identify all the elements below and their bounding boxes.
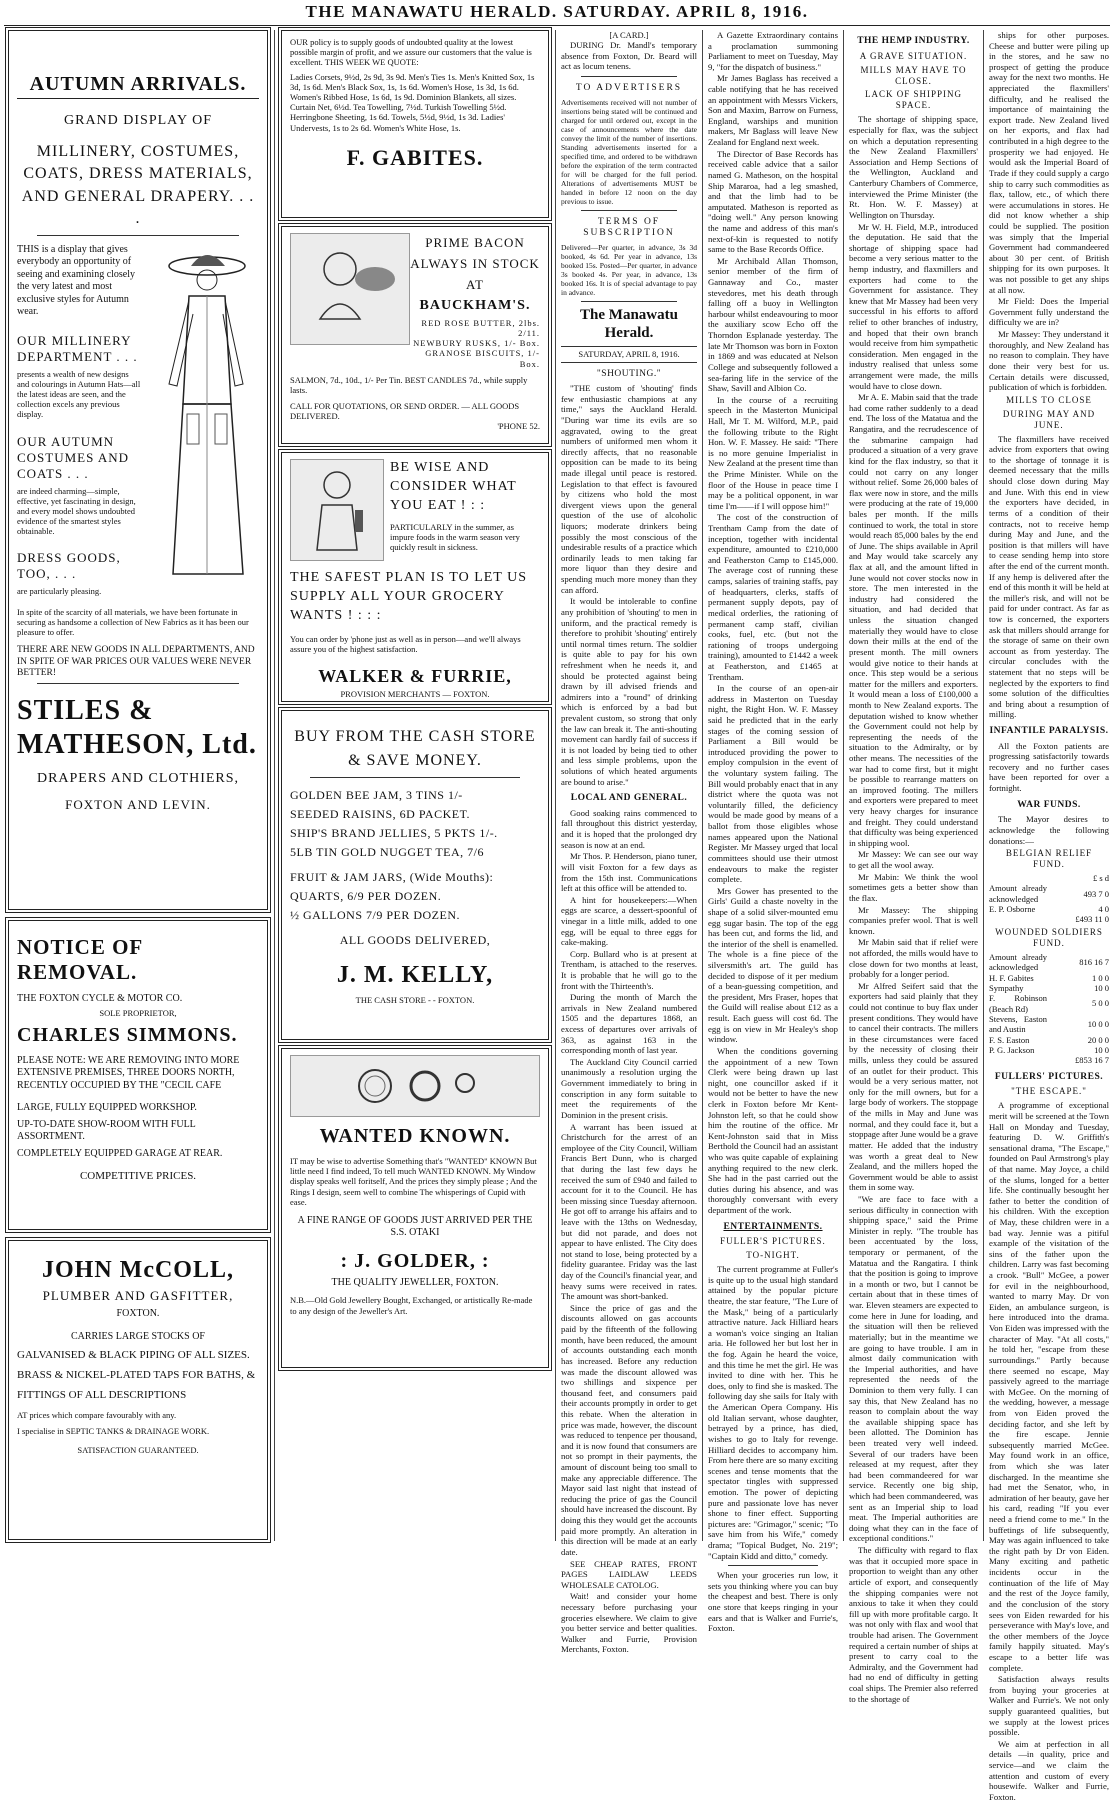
masthead: THE MANAWATU HERALD. SATURDAY. APRIL 8, 1916. xyxy=(305,2,809,21)
hemp-para: The difficulty with regard to flax was that it occupied more space in proportion to weight than any other article of export, and consequently the shipping companies were not anxious to take it when they could fill up with more profitable cargo. It was not only with flax and wool that trouble had arisen. The Government required a certain number of ships at present to carry coal to the Admiralty, and the Government had had no end of difficulty in getting coal ships. The Premier also referred to the shortage of xyxy=(849,1545,978,1704)
local-para: Wait! and consider your home necessary before purchasing your groceries elsewhere. We claim to give you better service and better qualities. Walker and Furrie, Provision Merchants, Foxton. xyxy=(561,1591,697,1655)
paper-date: SATURDAY, APRIL 8, 1916. xyxy=(561,346,697,362)
mccoll-name: JOHN McCOLL, xyxy=(42,1257,234,1283)
gabites-intro: OUR policy is to supply goods of undoubted quality at the lowest possible margin of profit, and we assure our customers that the value is excellent. THIS WEEK WE QUOTE: xyxy=(290,37,532,68)
local-para: SEE CHEAP RATES, FRONT PAGES LAIDLAW LEEDS WHOLESALE CATOLOG. xyxy=(561,1558,697,1590)
table-row: £853 16 7 xyxy=(1075,1055,1109,1066)
mccoll-prices: AT prices which compare favourably with any. xyxy=(17,1410,177,1421)
hemp-para: Mr Massey: The shipping companies prefer wool. That is well known. xyxy=(849,904,978,936)
wounded-fund-table xyxy=(989,952,1109,1066)
local-para: Since the price of gas and the discounts allowed on gas accounts paid by the fifteenth of the following month, have been reduced, the amount of accounts outstanding each month has increased. Before any reduction was made the discount allowed was two shillings and sixpence per thousand feet, and consumers paid their accounts promptly in order to get this rebate. When the alteration in price was made, however, the discount was reduced to tenpence per thousand, and it is now found that consumers are not so prompt in their payments, the amount of discount being too small to make any appreciable difference. The Mayor said last night that instead of reducing the price of gas the Council should have increased the discount. By doing this they would get the accounts paid more promptly. An alteration in this direction will be made at an early date. xyxy=(561,1302,697,1557)
mccoll-trade: PLUMBER AND GASFITTER, xyxy=(42,1288,234,1303)
scarcity-text: In spite of the scarcity of all materials, we have been fortunate in securing as handsome a collection of New Fabrics as it has been our pleasure to offer. xyxy=(17,606,249,637)
cash-store-heading: BUY FROM THE CASH STORE & SAVE MONEY. xyxy=(294,728,536,769)
bauckham-name: BAUCKHAM'S. xyxy=(419,298,531,314)
fullers-sub: TO-NIGHT. xyxy=(746,1250,800,1261)
fullers-heading: FULLER'S PICTURES. xyxy=(720,1236,826,1247)
hemp-para: "We are face to face with a serious difficulty in connection with shipping space," said the Prime Minister in reply. "The trouble has been accentuated by the loss, temporary or permanent, of the Matatua and the Rangatira. I think that the position is going to improve in a month or two, but I cannot be certain about that in these times of war. Eleven steamers are expected to come here in June for loading, and the situation will then be relieved materially; but in the meantime we are going to have trouble. I am in almost daily communication with the Imperial authorities, and have represented the needs of the Dominion to them very fully. I can say this, that New Zealand has no reason to complain about the way the available shipping space has been allotted. The Dominion has been treated very well indeed. Several of our traders have been released at my request, after they had been commandeered for war service. Recently one big ship, which had been commandeered, was sent as an Imperial ship to load meat. The Imperial authorities are doing what they can in the face of exceptional conditions." xyxy=(849,1193,978,1544)
fullers-text: The current programme at Fuller's is quite up to the usual high standard attained by the popular picture theatre, the star feature, "The Lure of the Mask," being of a particularly attractive nature. Jack Hilliard hears a woman's voice singing an Italian aria. He followed her but lost her in the fog. Again he heard the voice, and this time he met the girl. He was invited to dine with her. This he does, only to find she is masked. The following day she sails for Italy with the American Opera Company. His old Italian servant, whose daughter, betrayed by a prince, has died, wishes to go to Italy for revenge. Hilliard decides to accompany him. From here there are so many exciting scenes and tense moments that the spectator tingles with suppressed emotion. The power of depicting pure and passionate love has never shone to finer effect. Supporting pictures are: "Grimagor," scenic; "To save him from his Wife," comedy drama; "Topical Budget, No. 219"; "Captain Kidd and ditto," comedy. xyxy=(708,1264,838,1561)
golder-range: A FINE RANGE OF GOODS JUST ARRIVED PER THE S.S. OTAKI xyxy=(297,1214,533,1239)
dress-goods-text: are particularly pleasing. xyxy=(17,586,102,597)
removal-workshop: LARGE, FULLY EQUIPPED WORKSHOP. xyxy=(17,1102,197,1114)
millinery-line: MILLINERY, COSTUMES, COATS, DRESS MATERIALS, AND GENERAL DRAPERY. . . . xyxy=(21,143,255,228)
war-funds-heading: WAR FUNDS. xyxy=(1017,799,1081,810)
advertisers-text: Advertisements received will not number of insertions being stated will be continued and charged for until ordered out, except in the case of announcements where the date convey the limit of the number of insertions. Standing advertisements inserted for a specified time, and ordered to be withdrawn before the expiration of the term contracted for will be charged for the full period. Alterations of advertisements MUST be handed in before 12 noon on the day previous to issue. xyxy=(561,97,697,206)
be-wise-text: PARTICULARLY in the summer, as impure foods in the warm season very quickly result in sickness. xyxy=(390,521,520,553)
bauckham-at: AT xyxy=(466,276,484,292)
column-rule xyxy=(702,30,703,1541)
local-general-heading: LOCAL AND GENERAL. xyxy=(570,793,688,804)
kelly-sub: THE CASH STORE - - FOXTON. xyxy=(355,995,475,1005)
hemp-continued: Mr Field: Does the Imperial Government fully understand the difficulty we are in? xyxy=(989,296,1109,328)
golder-nb: N.B.—Old Gold Jewellery Bought, Exchanged, or artistically Re-made to any design of the Jeweller's Art. xyxy=(290,1295,533,1316)
grand-display: GRAND DISPLAY OF xyxy=(64,113,212,128)
local-para: Good soaking rains commenced to fall throughout this district yesterday, and it is hoped that the prolonged dry season is now at an end. xyxy=(561,807,697,850)
removal-note: PLEASE NOTE: WE ARE REMOVING INTO MORE EXTENSIVE PREMISES, THREE DOORS NORTH, RECENTLY OCCUPIED BY THE "CECIL CAFE xyxy=(17,1054,240,1091)
golder-name: : J. GOLDER, : xyxy=(340,1249,490,1272)
column-4 xyxy=(708,30,838,1634)
gabites-ad xyxy=(281,30,549,218)
news-para: The Director of Base Records has received cable advice that a sailor named G. Matheson, on the hospital Ship Mararoa, had a leg smashed, and that the limb had to be amputated. Matheson is reported as "doing well." Any person knowing the name and address of this man's next-of-kin is requested to notify same to the Base Records Office. xyxy=(708,148,838,255)
belgian-fund-table xyxy=(989,883,1109,924)
hemp-para: Mr A. E. Mabin said that the trade had come rather suddenly to a dead end. The loss of the Matatua and the Rangatira, and the recrudescence of the submarine campaign had produced a situation of a very grave kind for the flax industry, so that it could not carry on any longer without relief. Some 26,000 bales of flax were now in store, and the mills were producing at the rate of 19,000 bales per month. If the mills continued to work, the total in store would reach 85,000 bales by the end of June. The ships available in April and May would take scarcely any flax at all, and the amount lifted in June would not cover stocks now in store. The men interested in the industry had considered the situation, and had decided that unless the situation changed materially they would have to close down their mills at the end of the present month. The mill owners would give notice to their hands at once. This step would be a serious matter for the millers and exporters. It would mean a loss of £100,000 a month to New Zealand exports. The deputation wished to know whether the Government could not help by representing the needs of the situation to the Admiralty, or by other means. The necessities of the war had to come first, but it might be possible to rearrange matters on an improved footing. The millers and exporters were prepared to meet very heavy charges for insurance and freight. They could understand that difficulty was being experienced in shipping wool. xyxy=(849,392,978,848)
autumn-intro: THIS is a display that gives everybody an opportunity of seeing and examining closely the very latest and most exclusive styles for Autumn wear. xyxy=(17,243,136,318)
war-funds-intro: The Mayor desires to acknowledge the following donations:— xyxy=(989,814,1109,846)
hemp-sub-1: A GRAVE SITUATION. xyxy=(859,50,968,61)
column-rule xyxy=(983,30,984,1541)
hemp-para: Mr W. H. Field, M.P., introduced the deputation. He said that the shortage of shipping space had become a very serious matter to the hemp industry, and flaxmillers and exporters had come to the Government for assistance. They knew that Mr Massey had been very successful in his efforts to afford relief to other branches of industry, and hoped that their own branch would receive from him sympathetic consideration. Men engaged in the industry realised that unless some arrangement were made, the mills would have to close down. xyxy=(849,221,978,391)
infantile-text: All the Foxton patients are progressing satisfactorily towards recovery and no further cases have been reported for over a fortnight. xyxy=(989,740,1109,794)
column-6 xyxy=(989,30,1110,1802)
column-rule xyxy=(843,30,844,1541)
mccoll-place: FOXTON. xyxy=(116,1308,160,1319)
costumes-heading: OUR AUTUMN COSTUMES AND COATS . . . xyxy=(17,433,130,481)
table-row: Amount already acknowledged 816 16 7 xyxy=(989,951,1109,973)
notice-of-removal-ad xyxy=(8,920,268,1230)
hemp-para: The shortage of shipping space, especially for flax, was the subject on which a deputation representing the New Zealand Flaxmillers' Association and Hemp Sections of the Wellington, Auckland and Canterbury Chambers of Commerce, interviewed the Prime Minister (the Rt. Hon. W. F. Massey) at Wellington on Thursday. xyxy=(849,114,978,220)
hemp-para: Mr Mabin said that if relief were not afforded, the mills would have to close down for two months at least, probably for a longer period. xyxy=(849,937,978,980)
charles-simmons: CHARLES SIMMONS. xyxy=(17,1023,238,1046)
mccoll-carries: CARRIES LARGE STOCKS OF xyxy=(70,1330,205,1342)
bauckham-rusks: NEWBURY RUSKS, 1/- Box. xyxy=(413,338,540,349)
local-para: During the month of March the arrivals in New Zealand numbered 1505 and the departures 1868, an excess of departures over arrivals of 363, as against 163 in the corresponding month of last year. xyxy=(561,992,697,1056)
bauckham-salmon: SALMON, 7d., 10d., 1/- Per Tin. BEST CANDLES 7d., while supply lasts. xyxy=(290,374,528,395)
kelly-raisins: SEEDED RAISINS, 6D PACKET. xyxy=(290,807,471,821)
golder-poem: IT may be wise to advertise Something that's "WANTED" KNOWN But little need I find indeed, To tell much WANTED KNOWN. My Window display speaks well foritself, And the prices they simply please ; And the Rings I design, seem well to combine The whisperings of Cupid with ease. xyxy=(290,1156,538,1207)
sole-proprietor: SOLE PROPRIETOR, xyxy=(99,1007,177,1018)
wounded-heading: WOUNDED SOLDIERS FUND. xyxy=(995,926,1103,948)
column-rule xyxy=(274,30,275,1541)
fullers-escape-sub: "THE ESCAPE." xyxy=(1011,1086,1087,1097)
kelly-jam: GOLDEN BEE JAM, 3 TINS 1/- xyxy=(290,788,463,802)
column-5 xyxy=(849,30,978,1704)
groceries-note: We aim at perfection in all details —in quality, price and service—and we claim the attention and custom of every housewife. Walker and Furrie, Foxton. xyxy=(989,1738,1109,1802)
kelly-ad xyxy=(281,710,549,1040)
autumn-title: AUTUMN ARRIVALS. xyxy=(17,73,259,99)
hemp-sub-3: LACK OF SHIPPING SPACE. xyxy=(864,89,962,111)
costumes-text: are indeed charming—simple, effective, yet fascinating in design, and every model shows undoubted evidence of the smartest styles obtainable. xyxy=(17,485,136,537)
gabites-name: F. GABITES. xyxy=(346,144,484,170)
jewellery-illustration xyxy=(290,1055,540,1117)
column-rule xyxy=(555,30,556,1541)
safest-plan: THE SAFEST PLAN IS TO LET US SUPPLY ALL YOUR GROCERY WANTS ! : : : xyxy=(290,570,527,623)
column-2 xyxy=(281,30,549,1541)
advertisers-heading: TO ADVERTISERS xyxy=(575,83,683,94)
mccoll-septic: I specialise in SEPTIC TANKS & DRAINAGE WORK. xyxy=(17,1426,210,1437)
bauckham-bacon: PRIME BACON xyxy=(425,235,525,250)
mills-text: The flaxmillers have received advice from exporters that owing to the shortage of tonnage it is deemed necessary that the mills should close down during May and June. With this end in view the exporters have decided, in terms of a condition of their contracts, not to receive hemp during May and June, and the position is that millers will have to cease sending hemp into store after the end of the current month. If any hemp is delivered after the end of this month it will be held at the miller's risk, and will not be paid for under contract. As far as tow is concerned, the exporters ask that millers should arrange for the storage of same on their own account as from yesterday. The circular concludes with the statement that no steps will be neglected by the exporters to find some solution of the difficulties and bring about a resumption of milling. xyxy=(989,433,1109,720)
removal-prices: COMPETITIVE PRICES. xyxy=(79,1170,197,1183)
bauckham-quotations: CALL FOR QUOTATIONS, OR SEND ORDER. — ALL GOODS DELIVERED. xyxy=(290,401,520,422)
bauckham-butter: RED ROSE BUTTER, 2lbs. 2/11. xyxy=(421,317,540,338)
walker-furrie-sub: PROVISION MERCHANTS — FOXTON. xyxy=(340,689,490,700)
local-para: Mr Thos. P. Henderson, piano tuner, will visit Foxton for a few days as from the 15th inst. Communications left at this office will be attended to. xyxy=(561,851,697,894)
bauckham-phone: 'PHONE 52. xyxy=(497,421,540,432)
shouting-para: "THE custom of 'shouting' finds few enthusiastic champions at any time," says the Auckland Herald. "During war time its evils are so aggravated, owing to the great numbers of uniformed men whom it directly affects, that no reasonable opposition can be made to its being made illegal until peace is restored. Legislation to that effect is favoured by citizens who hold the most divergent views upon the general question of the use of alcoholic liquors; moderate drinkers being possibly the most conscious of the undesirable results of a practice which ordinarily leads to men taking far more liquor than they desire and spending much more money than they can afford. xyxy=(561,383,697,595)
table-row: F. S. Easton 20 0 0 xyxy=(989,1034,1109,1045)
golder-sub: THE QUALITY JEWELLER, FOXTON. xyxy=(331,1276,499,1288)
removal-title: NOTICE OF REMOVAL. xyxy=(17,935,143,984)
mills-sub: DURING MAY AND JUNE. xyxy=(1002,408,1096,430)
bauckham-stock: ALWAYS IN STOCK xyxy=(410,255,540,271)
hemp-continued: ships for other purposes. Cheese and butter were piling up in the stores, and he saw no prospect of getting the produce away for the next two months. He appreciated the flaxmillers' difficulty, and he realised the importance of maintaining the export trade. New Zealand lived on her exports, and flax had contributed in a high degree to the prosperity we had enjoyed. He would ask the Imperial Board of Trade if they could supply a cargo ship to carry such commodities as flax, tallow, etc., of which there were accumulations in stores. He did not know whether a ship could be supplied. The position was simply that the Imperial Government had commandeered about 30 per cent. of British shipping for its own purposes. It was not possible to get any ships at all now. xyxy=(989,30,1109,295)
hemp-heading: THE HEMP INDUSTRY. xyxy=(857,36,970,46)
table-row: P. G. Jackson 10 0 xyxy=(989,1045,1109,1056)
bauckham-biscuits: GRANOSE BISCUITS, 1/- Box. xyxy=(425,348,540,369)
bauckham-ad xyxy=(281,226,549,444)
news-para: The cost of the construction of Trentham Camp from the date of inception, together with incidental expenditure, amounted to £210,000 and Featherston Camp to £145,000. The average cost of running these camps, salaries of training staffs, pay of headquarters, clerks, staffs of permanent supply depots, pay of medical orderlies, the rationing of permanent camp staff, civilian cooks, fuel, etc. (but not the rationing of troops undergoing training), amounted to £1442 a week at Featherston, and £1465 at Trentham. xyxy=(708,512,838,682)
column-3 xyxy=(561,30,697,1655)
column-1 xyxy=(8,30,268,1541)
subscription-text: Delivered—Per quarter, in advance, 3s 3d booked, 4s 6d. Per year in advance, 13s booked 15s. Posted—Per quarter, in advance 3s booked 4s. Per year, in advance, 13s booked 16s. It is of special advantage to pay in advance. xyxy=(561,242,697,297)
removal-showroom: UP-TO-DATE SHOW-ROOM WITH FULL ASSORTMENT. xyxy=(17,1118,196,1143)
table-row: Stevens, Easton and Austin 10 0 0 xyxy=(989,1013,1109,1035)
mccoll-taps: BRASS & NICKEL-PLATED TAPS FOR BATHS, & xyxy=(17,1368,256,1381)
removal-garage: COMPLETELY EQUIPPED GARAGE AT REAR. xyxy=(17,1147,223,1159)
kelly-gallons: ½ GALLONS 7/9 PER DOZEN. xyxy=(290,908,460,922)
news-para: A Gazette Extraordinary contains a proclamation summoning Parliament to meet on Tuesday, May 9, "for the dispatch of business." xyxy=(708,30,838,72)
kelly-name: J. M. KELLY, xyxy=(336,962,494,988)
table-row: E. P. Osborne 4 0 xyxy=(989,904,1109,915)
mills-heading: MILLS TO CLOSE xyxy=(1006,394,1092,405)
entertainments-heading: ENTERTAINMENTS. xyxy=(723,1221,823,1232)
hemp-sub-2: MILLS MAY HAVE TO CLOSE. xyxy=(860,64,967,86)
news-para: Mr Archibald Allan Thomson, senior member of the firm of Gannaway and Co., master stevedores, met his death through falling off a buoy in Wellington harbour whilst endeavouring to moor the auxiliary scow Echo off the Thorndon Esplanade yesterday. The late Mr Thomson was born in Foxton in 1869 and was educated at Nelson College and subsequently followed a sea-faring life in the service of the Shaw, Savill and Albion Co. xyxy=(708,255,838,394)
millinery-heading: OUR MILLINERY DEPARTMENT . . . xyxy=(17,332,138,364)
fashion-illustration xyxy=(147,244,259,599)
foxton-levin-line: FOXTON AND LEVIN. xyxy=(65,797,211,813)
butcher-illustration xyxy=(290,233,410,345)
fullers-escape-heading: FULLERS' PICTURES. xyxy=(994,1071,1104,1082)
lsd-header: £ s d xyxy=(1092,873,1109,884)
masthead-rule xyxy=(4,25,1110,26)
subscription-heading: TERMS OF SUBSCRIPTION xyxy=(583,216,675,239)
news-para: Mrs Gower has presented to the Girls' Guild a chaste novelty in the shape of a solid silver-mounted emu egg sugar basin. The top of the egg has been cut, and forms the lid, and the interior of the shell is enamelled. The whole is a fine piece of the silversmith's art. The guild has decided to dispose of it per medium of a bean-guessing competition, and the president, Mrs Fraser, hopes that the Guild will realise about £12 as a result. Each guess will cost 6d. The egg is on view in Mr Healey's shop window. xyxy=(708,885,838,1045)
new-goods-text: THERE ARE NEW GOODS IN ALL DEPARTMENTS, AND IN SPITE OF WAR PRICES OUR VALUES WERE NEVER BETTER! xyxy=(17,645,255,678)
kelly-delivered: ALL GOODS DELIVERED, xyxy=(339,933,491,947)
golder-ad xyxy=(281,1048,549,1368)
groceries-note: Satisfaction always results from buying your groceries at Walker and Furrie's. We not only supply guaranteed qualities, but we supply at the lowest prices possible. xyxy=(989,1674,1109,1738)
local-para: Corp. Bullard who is at present at Trentham, is attached to the reserves. It is probable that he will go to the front with the Thirteenth's. xyxy=(561,948,697,991)
walker-furrie-name: WALKER & FURRIE, xyxy=(318,666,512,687)
mccoll-piping: GALVANISED & BLACK PIPING OF ALL SIZES. xyxy=(17,1349,250,1361)
kelly-jars: FRUIT & JAM JARS, (Wide Mouths): xyxy=(290,870,494,884)
mccoll-satisfaction: SATISFACTION GUARANTEED. xyxy=(77,1444,199,1455)
news-para: When the conditions governing the appointment of a new Town Clerk were being drawn up last night, one councillor asked if it would not be better to have the new clerk in Foxton before Mr Kent-Johnston left, so that he could show him the routine of the office. Mr Kent-Johnston said that in Miss Berthold the Council had an assistant who was quite capable of explaining anything required to the new clerk. She had in the past carried out the duties during his absence, and was thoroughly conversant with every department of the work. xyxy=(708,1045,838,1216)
shouting-heading: "SHOUTING." xyxy=(596,368,662,379)
local-para: The Auckland City Council carried unanimously a resolution urging the Government immediately to bring in conscription in any form suitable to meet the requirements of the Dominion in the present crisis. xyxy=(561,1056,697,1120)
local-para: A warrant has been issued at Christchurch for the arrest of an employee of the City Council, William Francis Bert Dunn, who is charged that during the last few days he received the sum of £940 and failed to account for it to the Council. He has been missing since Tuesday afternoon. He got off to arrange his affairs and to leave with the 13ths on Wednesday, but did not parade, and does not appear to have enlisted. The City does not stand to lose, being protected by a fidelity guarantee. Friday was the last day of the Council's financial year, and heavy sums were received in rates. The amount was short-banked. xyxy=(561,1121,697,1302)
belgian-heading: BELGIAN RELIEF FUND. xyxy=(1005,848,1093,870)
kelly-jellies: SHIP'S BRAND JELLIES, 5 PKTS 1/-. xyxy=(290,826,498,840)
table-row: H. F. Gabites 1 0 0 xyxy=(989,972,1109,983)
cycle-co: THE FOXTON CYCLE & MOTOR CO. xyxy=(17,993,183,1004)
wanted-known-heading: WANTED KNOWN. xyxy=(319,1125,511,1147)
fullers-escape-text: A programme of exceptional merit will be screened at the Town Hall on Monday and Tuesday, featuring D. W. Griffith's sensational drama, "The Escape," founded on Paul Armstrong's play of that name. May Joyce, a child of the slums, longed for a better life. She continually besought her father to better the condition of his children. With the exception of May, these children were in a bad way. Jennie was a pitiful example of the visitation of the sins of the father upon the children. Larry was fast becoming a crook. "Bull" McGee, a power for evil in the neighbourhood, wanted to marry May. Dr von Eiden, an ambulance surgeon, is here introduced into the drama. Von Eiden was impressed with the character of May. "At all costs," he told her, "escape from these surroundings." Partly because there seemed no escape, May passively agreed to the marriage with McGee. On the morning of the wedding, however, a message from von Eiden proved the deciding factor, and she left by the fire escape. Jennie subsequently married McGee. May found work in an office, from which she was later discharged. In the meantime she had met the Senator, who, in admiration of her beauty, gave her his card, reading "If you ever need a friend come to me." In the buffetings of life subsequently, May was again influenced to take the right path by Dr von Eiden. Many exciting and pathetic incidents occur in the continuation of the life of May and the rest of the Joyce family, and the conclusion of the story sees von Eiden rewarded for his perseverance with May's love, and the other members of the Joyce family happily situated. May's escape to a better life was complete. xyxy=(989,1100,1110,1673)
kelly-quarts: QUARTS, 6/9 PER DOZEN. xyxy=(290,889,442,903)
table-row: Sympathy 10 0 xyxy=(989,982,1109,993)
mccoll-fittings: FITTINGS OF ALL DESCRIPTIONS xyxy=(17,1388,187,1401)
table-row: F. Robinson (Beach Rd) 5 0 0 xyxy=(989,993,1109,1014)
news-para: In the course of a recruiting speech in the Masterton Municipal Hall, Mr T. M. Wilford, M.P., paid the following tribute to the Right Hon. W. F. Massey. He said: "There is no more genuine Imperialist in New Zealand at the present time than the Prime Minister. While on the floor of the House in peace time I may be a political opponent, in war time I'm——if I will oppose him!" xyxy=(708,394,838,511)
hemp-para: Mr Massey: We can see our way to get all the wool away. xyxy=(849,849,978,871)
local-para: A hint for housekeepers:—When eggs are scarce, a dessert-spoonful of vinegar in a little milk, added to one egg, will be equal to three eggs for cake-making. xyxy=(561,894,697,948)
dress-goods-heading: DRESS GOODS, TOO, . . . xyxy=(17,550,121,582)
news-para: In the course of an open-air address in Masterton on Tuesday night, the Right Hon. W. F. Massey said he predicted that in the early stages of the coming session of Parliament a Bill would be introduced providing the power to employ compulsion in the event of the voluntary system failing. The Bill would probably enact that in any district where the quota was not voluntarily filled, the deficiency would be made good by means of a ballot from those eligibles whose names appeared upon the National Register. Mr Massey urged that local committees should use their utmost endeavours to make the register complete. xyxy=(708,683,838,885)
hemp-para: Mr Mabin: We think the wool sometimes gets a better show than the flax. xyxy=(849,871,978,903)
infantile-heading: INFANTILE PARALYSIS. xyxy=(989,726,1109,737)
shouting-para: It would be intolerable to confine any prohibition of 'shouting' to men in uniform, and the practical remedy is therefore to prohibit 'shouting' entirely until normal times return. The soldier is quite able to pay for his own refreshment when he needs it, and should be protected against being drawn by ill advised friends and admirers into a "round" of drinking which is enforced by a bad but prevalent custom, so strong that only the law can break it. The anti-shouting movement can hardly fail of success if it is not loaded by being tied to other and less simple problems, upon the solutions of which heated arguments are bound to arise." xyxy=(561,596,697,787)
millinery-text: presents a wealth of new designs and colourings in Autumn Hats—all the latest ideas are seen, and the collection excels any previous display. xyxy=(17,368,141,420)
news-para: Mr James Baglass has received a cable notifying that he has received an appointment with Messrs Vickers, Son and Maxim, Barrow on Furness, England, warships and munition makers, Mr Baglass will leave New Zealand for England next week. xyxy=(708,73,838,148)
table-row: Amount already acknowledged 493 7 0 xyxy=(989,883,1109,904)
waiter-illustration xyxy=(290,459,384,561)
hemp-continued: Mr Massey: They understand it thoroughly, and New Zealand has no reason to complain. They have done their very best for us. Certain details were discussed, publication of which is forbidden. xyxy=(989,329,1109,393)
walker-furrie-ad xyxy=(281,452,549,702)
card-heading: [A CARD.] xyxy=(609,30,649,40)
mccoll-ad xyxy=(8,1240,268,1540)
hemp-para: Mr Alfred Seifert said that the exporters had said plainly that they could not continue to buy flax under present conditions. They would have to cancel their contracts. The millers in these circumstances were faced by the necessity of closing their mills, unless they could be assured of an outlet for their product. This would be a very serious matter, not only for the mill owners, but for a large body of workers. The stoppage of the mills in May and June was normal, and they could face it, but a stoppage after June would be a grave matter. He added that the industry was worth a great deal to New Zealand, and the millers hoped the Government would be able to assist them in some way. xyxy=(849,980,978,1193)
card-text: DURING Dr. Mandl's temporary absence from Foxton, Dr. Beard will act as locum tenens. xyxy=(561,40,697,72)
stiles-matheson-name: STILES & MATHESON, Ltd. xyxy=(17,695,257,760)
kelly-tea: 5LB TIN GOLD NUGGET TEA, 7/6 xyxy=(290,845,484,859)
table-row: £493 11 0 xyxy=(1075,914,1109,925)
gabites-quote: Ladies Corsets, 9½d, 2s 9d, 3s 9d. Men's Ties 1s. Men's Knitted Sox, 1s 3d, 1s 6d. Men's Black Sox, 1s, 1s 6d. Women's Hose, 1s 3d, 1s 6d. Women's Ribbed Hose, 1s 6d, 1s 9d. Dominion Blankets, all sizes. Curtain Net, 6½d. Tea Towelling, 7½d. Turkish Towelling 5½d. Herringbone Sheeting, 1s 6d. Towels, 5½d, 9½d, 1s 3d. Ladies' Undervests, 1s to 2s 6d. Women's White Hose, 1s. xyxy=(290,71,535,133)
walker-furrie-note: When your groceries run low, it sets you thinking where you can buy the cheapest and best. There is only one store that keeps ringing in your ears and that is Walker and Furrie's, Foxton. xyxy=(708,1570,838,1634)
order-text: You can order by 'phone just as well as in person—and we'll always assure you of the highest satisfaction. xyxy=(290,633,521,654)
paper-title: The Manawatu Herald. xyxy=(580,306,678,342)
autumn-arrivals-ad xyxy=(8,30,268,910)
be-wise-heading: BE WISE AND CONSIDER WHAT YOU EAT ! : : xyxy=(390,460,517,513)
drapers-line: DRAPERS AND CLOTHIERS, xyxy=(36,771,240,787)
